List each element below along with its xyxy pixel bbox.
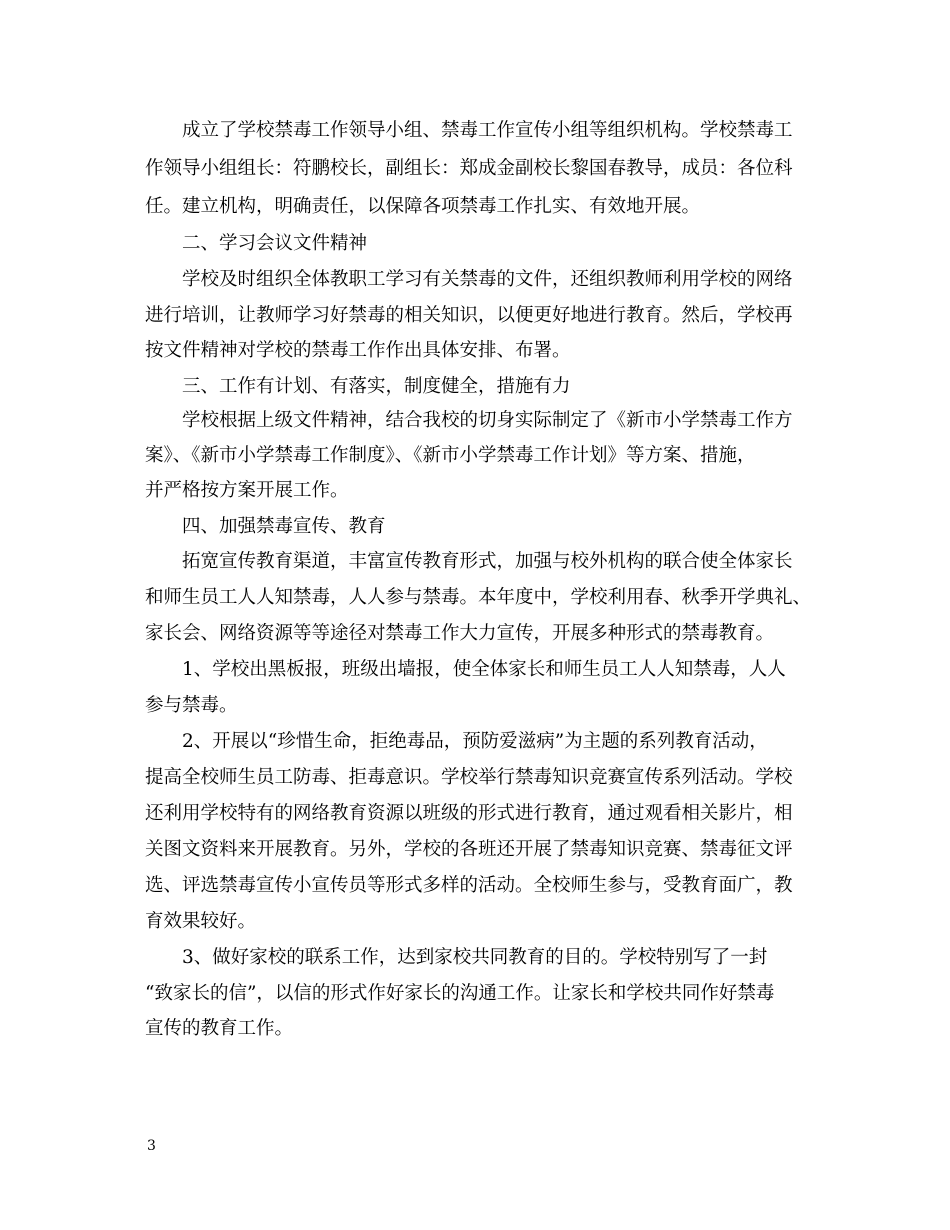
list-item-2-line: 育效果较好。 bbox=[145, 911, 257, 932]
section-heading: 三、工作有计划、有落实，制度健全，措施有力 bbox=[182, 376, 571, 397]
list-item-2-line: 2、开展以“珍惜生命，拒绝毒品，预防爱滋病”为主题的系列教育活动， bbox=[182, 731, 768, 752]
body-text-line: 成立了学校禁毒工作领导小组、禁毒工作宣传小组等组织机构。学校禁毒工 bbox=[182, 120, 793, 141]
body-text-line: 并严格按方案开展工作。 bbox=[145, 480, 349, 501]
list-item-1-line: 1、学校出黑板报，班级出墙报，使全体家长和师生员工人人知禁毒，人人 bbox=[182, 659, 786, 680]
list-item-3-line: 宣传的教育工作。 bbox=[145, 1018, 294, 1039]
body-text-line: 案》、《新市小学禁毒工作制度》、《新市小学禁毒工作计划》等方案、措施， bbox=[145, 445, 756, 466]
body-text-line: 任。建立机构，明确责任，以保障各项禁毒工作扎实、有效地开展。 bbox=[145, 196, 701, 217]
body-text-line: 家长会、网络资源等等途径对禁毒工作大力宣传，开展多种形式的禁毒教育。 bbox=[145, 623, 775, 644]
section-heading: 四、加强禁毒宣传、教育 bbox=[182, 516, 386, 537]
list-item-2-line: 选、评选禁毒宣传小宣传员等形式多样的活动。全校师生参与，受教育面广，教 bbox=[145, 875, 793, 896]
list-item-1-line: 参与禁毒。 bbox=[145, 695, 238, 716]
list-item-2-line: 还利用学校特有的网络教育资源以班级的形式进行教育，通过观看相关影片，相 bbox=[145, 803, 793, 824]
body-text-line: 和师生员工人人知禁毒，人人参与禁毒。本年度中，学校利用春、秋季开学典礼、 bbox=[145, 587, 812, 608]
body-text-line: 作领导小组组长：符鹏校长，副组长：郑成金副校长黎国春教导，成员：各位科 bbox=[145, 158, 793, 179]
section-heading: 二、学习会议文件精神 bbox=[182, 233, 368, 254]
page-number: 3 bbox=[147, 1138, 156, 1154]
list-item-3-line: 3、做好家校的联系工作，达到家校共同教育的目的。学校特别写了一封 bbox=[182, 947, 768, 968]
body-text-line: 进行培训，让教师学习好禁毒的相关知识，以便更好地进行教育。然后，学校再 bbox=[145, 305, 793, 326]
list-item-3-line: “致家长的信”，以信的形式作好家长的沟通工作。让家长和学校共同作好禁毒 bbox=[145, 983, 775, 1004]
body-text-line: 学校及时组织全体教职工学习有关禁毒的文件，还组织教师利用学校的网络 bbox=[182, 269, 793, 290]
list-item-2-line: 关图文资料来开展教育。另外，学校的各班还开展了禁毒知识竞赛、禁毒征文评 bbox=[145, 839, 793, 860]
list-item-2-line: 提高全校师生员工防毒、拒毒意识。学校举行禁毒知识竞赛宣传系列活动。学校 bbox=[145, 767, 793, 788]
body-text-line: 拓宽宣传教育渠道，丰富宣传教育形式，加强与校外机构的联合使全体家长 bbox=[182, 551, 793, 572]
body-text-line: 学校根据上级文件精神，结合我校的切身实际制定了《新市小学禁毒工作方 bbox=[182, 410, 793, 431]
body-text-line: 按文件精神对学校的禁毒工作作出具体安排、布署。 bbox=[145, 340, 571, 361]
